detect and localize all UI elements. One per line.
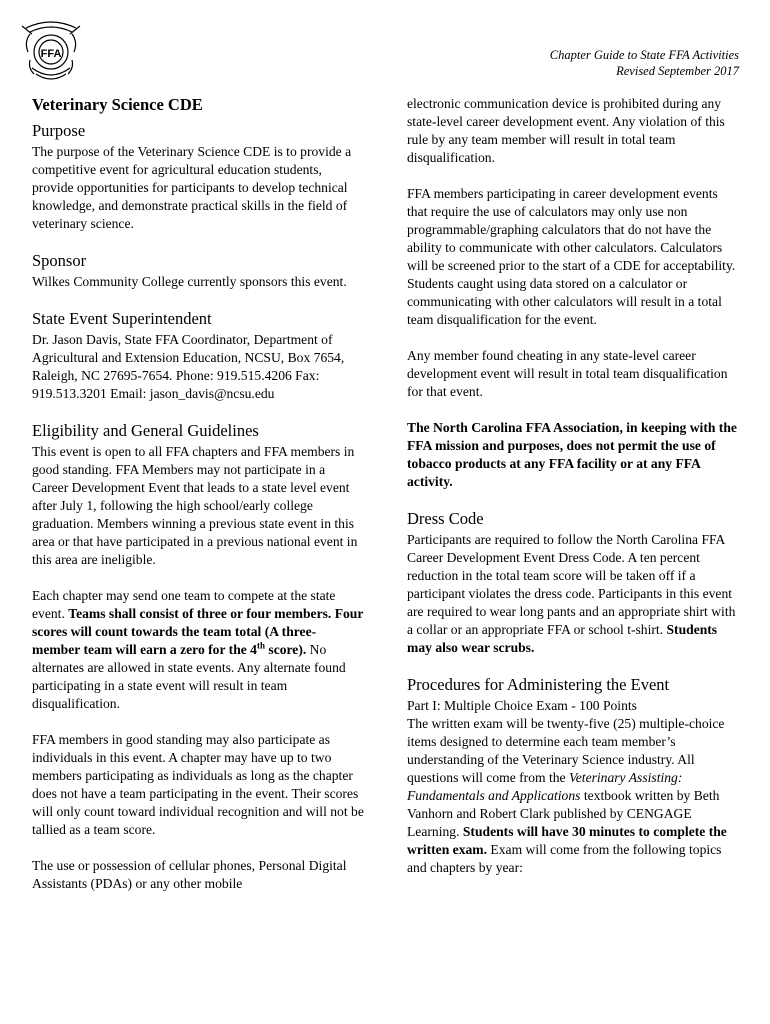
exam-description: The written exam will be twenty-five (25) multiple-choice items designed to determine each team member’s understanding of the Veterinary Science industry. All questions will come from the	[407, 716, 725, 785]
dress-code-heading: Dress Code	[407, 509, 484, 528]
ffa-emblem-logo	[20, 12, 82, 86]
document-title: Veterinary Science CDE	[32, 95, 203, 114]
scrubs-note: Students may also wear scrubs.	[407, 622, 718, 655]
device-rule-text: electronic communication device is prohibited during any state-level career development event. Any violation of this rule by any team member will result in total team disqualification.	[407, 96, 725, 165]
ordinal-suffix: th	[256, 640, 265, 651]
exam-topics-intro: Exam will come from the following topics and chapters by year:	[407, 842, 722, 875]
sponsor-text: Wilkes Community College currently sponsors this event.	[32, 274, 347, 289]
procedures-text	[407, 715, 741, 877]
team-rule-end: score).	[265, 642, 307, 657]
exam-time-note: Students will have 30 minutes to complete the written exam.	[407, 824, 727, 857]
purpose-text: The purpose of the Veterinary Science CDE is to provide a competitive event for agricultural education students, provide opportunities for participants to develop technical knowledge, and demonstrate practical skills in the field of veterinary science.	[32, 144, 352, 231]
ffa-emblem-icon	[20, 12, 82, 86]
superintendent-heading: State Event Superintendent	[32, 309, 212, 328]
right-column	[407, 95, 741, 895]
team-rule-text: Teams shall consist of three or four members. Four scores will count towards the team total (A three-member team will earn a zero for the 4	[32, 606, 364, 657]
superintendent-text: Dr. Jason Davis, State FFA Coordinator, Department of Agricultural and Extension Education, NCSU, Box 7654, Raleigh, NC 27695-7654. Phone: 919.515.4206 Fax: 919.513.3201 Email: jason_davis@ncsu.edu	[32, 332, 345, 401]
textbook-title: Veterinary Assisting: Fundamentals and Applications	[407, 770, 683, 803]
left-column	[32, 95, 364, 911]
team-intro-text: Each chapter may send one team to compete at the state event.	[32, 588, 336, 621]
header-guide-title: Chapter Guide to State FFA Activities	[549, 48, 739, 62]
procedures-heading: Procedures for Administering the Event	[407, 675, 670, 694]
alternates-text: No alternates are allowed in state events. Any alternate found participating in a state event will result in team disqualification.	[32, 642, 346, 711]
dress-code-body: Participants are required to follow the North Carolina FFA Career Development Event Dress Code. A ten percent reduction in the total team score will be taken off if a participant violates the dress code. Participants in this event are required to wear long pants and an appropriate shirt with a collar or an appropriate FFA or school t-shirt.	[407, 532, 736, 637]
purpose-heading: Purpose	[32, 121, 86, 140]
tobacco-policy-bold: The North Carolina FFA Association, in keeping with the FFA mission and purposes, does not permit the use of tobacco products at any FFA facility or at any FFA activity.	[407, 420, 737, 489]
eligibility-paragraph-2	[32, 587, 364, 713]
cheating-rule-text: Any member found cheating in any state-level career development event will result in total team disqualification for that event.	[407, 348, 728, 399]
sponsor-heading: Sponsor	[32, 251, 87, 270]
eligibility-heading: Eligibility and General Guidelines	[32, 421, 259, 440]
calculator-rule-text: FFA members participating in career development events that require the use of calculators may only use non programmable/graphing calculators that do not have the ability to communicate with other calculators. Calculators will be screened prior to the start of a CDE for acceptability. Students caught using data stored on a calculator or communicating with other calculators will result in a total team disqualification for the event.	[407, 186, 736, 327]
eligibility-paragraph-4: The use or possession of cellular phones, Personal Digital Assistants (PDAs) or any other mobile	[32, 858, 347, 891]
dress-code-text	[407, 531, 741, 657]
part-one-title: Part I: Multiple Choice Exam - 100 Points	[407, 698, 637, 713]
tobacco-policy-text	[407, 419, 741, 491]
eligibility-paragraph-1: This event is open to all FFA chapters and FFA members in good standing. FFA Members may not participate in a Career Development Event that leads to a state level event after July 1, following the high school/early college graduation. Members winning a previous state event in this area or that have participated in a previous national event in this area are ineligible.	[32, 444, 358, 567]
textbook-authors: textbook written by Beth Vanhorn and Robert Clark published by CENGAGE Learning.	[407, 788, 720, 839]
eligibility-paragraph-3: FFA members in good standing may also participate as individuals in this event. A chapter may have up to two members participating as individuals as long as the chapter does not have a team participating in the event. Their scores will only count toward individual recognition and will not be tallied as a team score.	[32, 732, 364, 837]
logo-text: FFA	[40, 48, 62, 60]
header-revision-date: Revised September 2017	[616, 64, 739, 78]
page-header	[550, 47, 739, 79]
